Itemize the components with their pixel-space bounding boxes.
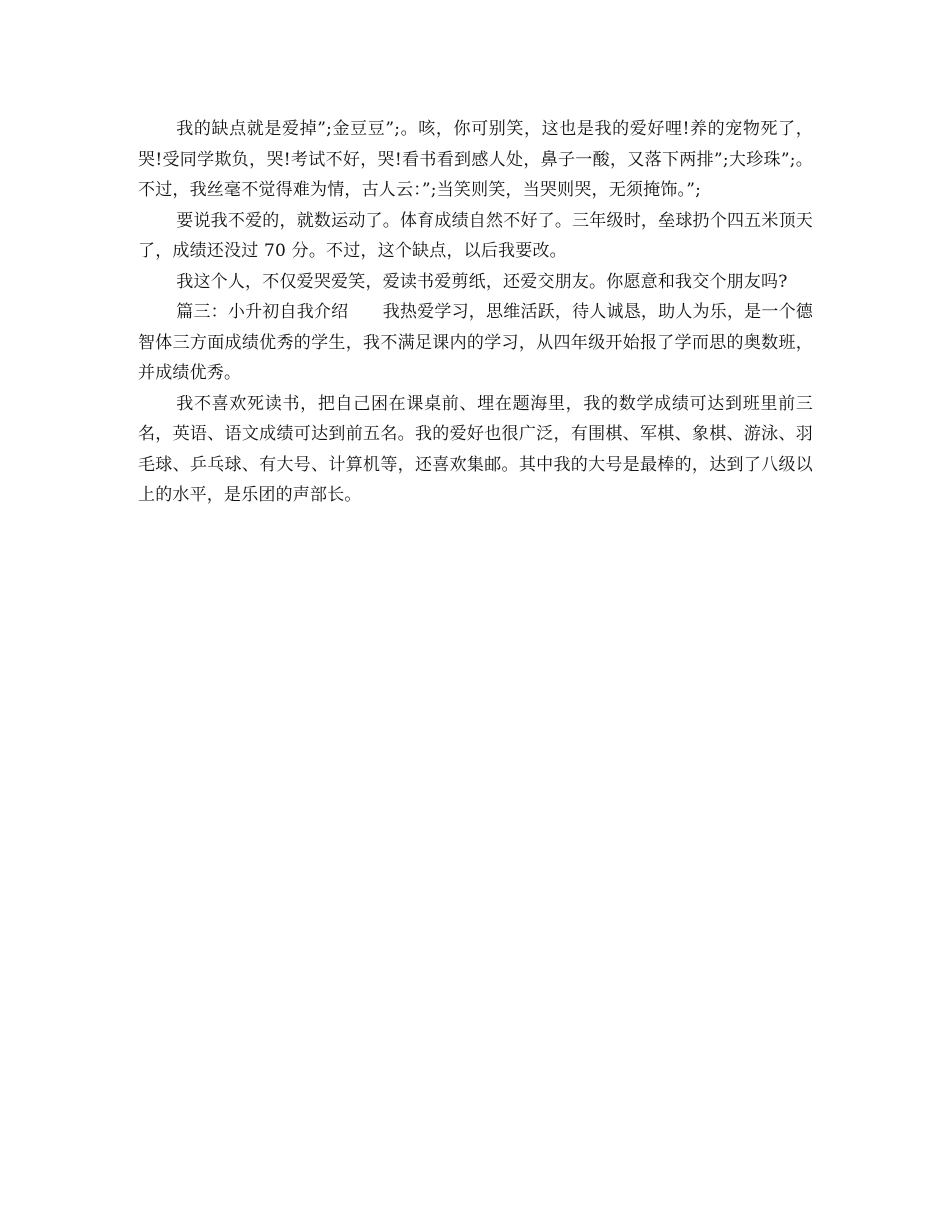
paragraph-crying-habit: 我的缺点就是爱掉”;金豆豆”;。咳，你可别笑，这也是我的爱好哩!养的宠物死了，哭!受同学欺负，哭!考试不好，哭!看书看到感人处，鼻子一酸，又落下两排”;大珍珠”;。不过，我丝毫不觉得难为情，古人云：”;当笑则笑，当哭则哭，无须掩饰。”; (138, 119, 813, 200)
paragraph-make-friends: 我这个人，不仅爱哭爱笑，爱读书爱剪纸，还爱交朋友。你愿意和我交个朋友吗? (176, 271, 788, 292)
paragraph-self-introduction: 篇三：小升初自我介绍 我热爱学习，思维活跃，待人诚恳，助人为乐，是一个德智体三方面成绩优秀的学生，我不满足课内的学习，从四年级开始报了学而思的奥数班，并成绩优秀。 (138, 302, 813, 383)
document-body (138, 114, 813, 511)
paragraph-hobbies: 我不喜欢死读书，把自己困在课桌前、埋在题海里，我的数学成绩可达到班里前三名，英语、语文成绩可达到前五名。我的爱好也很广泛，有围棋、军棋、象棋、游泳、羽毛球、乒乓球、有大号、计算机等，还喜欢集邮。其中我的大号是最棒的，达到了八级以上的水平，是乐团的声部长。 (138, 393, 813, 505)
paragraph-sports-weakness: 要说我不爱的，就数运动了。体育成绩自然不好了。三年级时，垒球扔个四五米顶天了，成绩还没过 70 分。不过，这个缺点，以后我要改。 (138, 210, 813, 261)
